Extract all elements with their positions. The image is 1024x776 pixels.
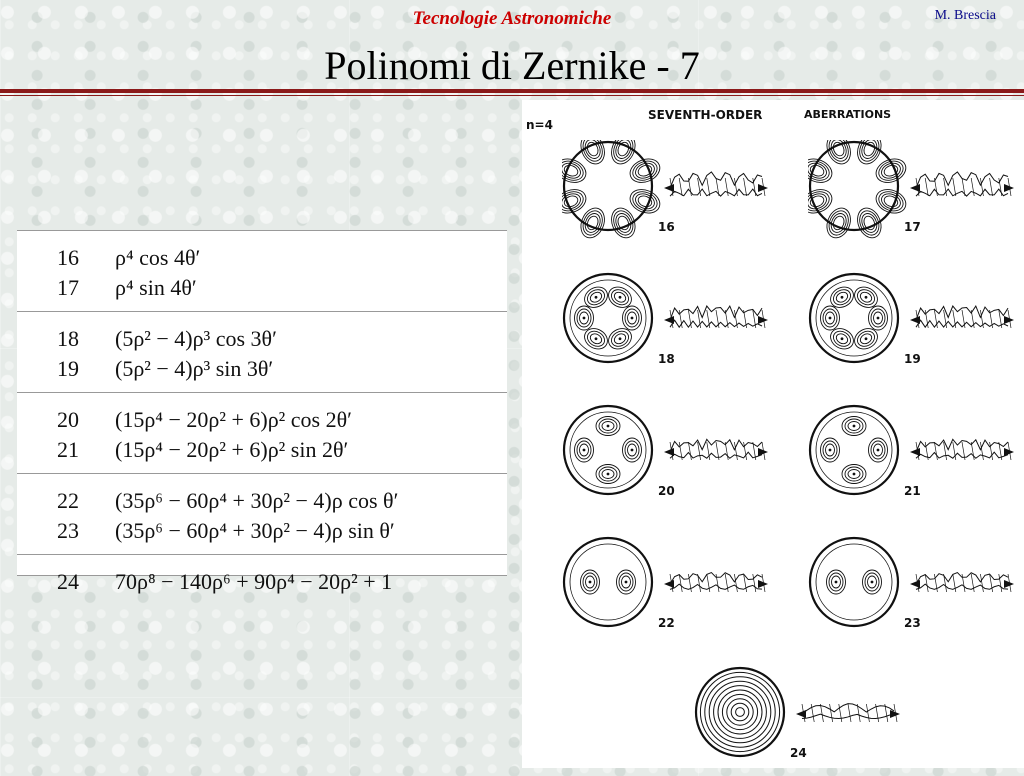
contour-ring	[731, 703, 749, 721]
contour-ring	[714, 686, 767, 739]
surface-plot	[664, 573, 768, 592]
table-row	[17, 354, 507, 384]
contour-and-surface-plot	[694, 666, 924, 766]
aberration-cell	[808, 140, 1024, 250]
surface-edge-wedge	[664, 184, 674, 192]
contour-center-dot	[583, 449, 586, 452]
polynomial-formula: (5ρ² − 4)ρ³ cos 3θ′	[115, 326, 277, 351]
surface-mesh-line	[866, 704, 869, 722]
aberration-index: 22	[658, 616, 675, 630]
polynomial-index: 21	[57, 437, 79, 462]
surface-mesh-line	[725, 442, 728, 460]
contour-lobe	[633, 191, 656, 211]
surface-ridge	[916, 584, 1008, 589]
surface-ridge	[916, 189, 1008, 196]
contour-ring	[718, 690, 762, 734]
table-row	[17, 243, 507, 273]
contour-ring	[570, 544, 646, 620]
surface-plot	[910, 439, 1014, 460]
surface-mesh-line	[744, 178, 747, 196]
contour-center-dot	[865, 296, 868, 299]
surface-ridge	[670, 306, 762, 320]
surface-mesh-line	[848, 704, 851, 722]
table-row	[17, 567, 507, 597]
surface-edge-wedge	[664, 448, 674, 456]
contour-lobe	[828, 211, 848, 234]
surface-ridge	[670, 320, 762, 327]
contour-lobe	[627, 155, 664, 187]
polynomial-index: 18	[57, 326, 79, 351]
contour-ring	[700, 672, 779, 751]
contour-center-dot	[631, 317, 634, 320]
aberration-index: 19	[904, 352, 921, 366]
table-group	[17, 393, 507, 474]
surface-plot	[910, 573, 1014, 592]
table-row	[17, 405, 507, 435]
surface-ridge	[670, 452, 762, 458]
surface-mesh-line	[971, 442, 974, 460]
contour-center-dot	[877, 317, 880, 320]
aberration-index: 23	[904, 616, 921, 630]
contour-lobe	[876, 158, 906, 184]
aberration-cell	[808, 272, 1024, 382]
contour-lobe	[630, 158, 660, 184]
surface-ridge	[670, 189, 762, 196]
surface-plot	[664, 306, 768, 328]
contour-center-dot	[589, 581, 592, 584]
contour-lobe	[826, 208, 852, 238]
contour-and-surface-plot	[562, 536, 792, 636]
aberration-cell	[808, 404, 1024, 514]
contour-center-dot	[835, 581, 838, 584]
polynomial-formula: (35ρ⁶ − 60ρ⁴ + 30ρ² − 4)ρ sin θ′	[115, 518, 395, 543]
contour-lobe	[876, 188, 906, 214]
aberration-cell	[808, 536, 1024, 646]
surface-edge-wedge	[664, 316, 674, 324]
surface-mesh-line	[725, 178, 728, 196]
surface-edge-wedge	[664, 580, 674, 588]
contour-center-dot	[583, 317, 586, 320]
contour-lobe	[879, 191, 902, 211]
polynomial-index: 20	[57, 407, 79, 432]
contour-lobe	[633, 160, 656, 180]
aberration-index: 18	[658, 352, 675, 366]
title-divider	[0, 89, 1024, 93]
surface-ridge	[916, 306, 1008, 320]
table-row	[17, 273, 507, 303]
table-row	[17, 516, 507, 546]
polynomial-index: 24	[57, 569, 79, 594]
contour-center-dot	[619, 337, 622, 340]
contour-lobe	[627, 185, 664, 217]
surface-plot	[910, 306, 1014, 328]
contour-ring	[736, 708, 745, 717]
contour-lobe	[610, 208, 636, 238]
contour-lobe	[873, 185, 910, 217]
contour-center-dot	[829, 449, 832, 452]
contour-center-dot	[841, 296, 844, 299]
surface-mesh-line	[734, 574, 737, 592]
contour-lobe	[873, 155, 910, 187]
contour-lobe	[630, 188, 660, 214]
title-divider-thin	[0, 95, 1024, 96]
aberration-figure	[522, 100, 1024, 768]
surface-ridge	[916, 439, 1008, 452]
contour-center-dot	[607, 425, 610, 428]
contour-lobe	[613, 211, 633, 234]
surface-plot	[664, 439, 768, 460]
pupil-outline	[564, 538, 652, 626]
surface-mesh-line	[688, 178, 691, 196]
surface-mesh-line	[990, 178, 993, 196]
polynomial-formula: (15ρ⁴ − 20ρ² + 6)ρ² cos 2θ′	[115, 407, 352, 432]
surface-edge-wedge	[910, 316, 920, 324]
surface-ridge	[802, 714, 894, 718]
polynomial-formula: (35ρ⁶ − 60ρ⁴ + 30ρ² − 4)ρ cos θ′	[115, 488, 399, 513]
polynomial-index: 16	[57, 245, 79, 270]
presentation-subtitle: Tecnologie Astronomiche	[412, 8, 612, 29]
pupil-outline	[810, 142, 898, 230]
surface-ridge	[670, 439, 762, 452]
contour-center-dot	[631, 449, 634, 452]
table-group	[17, 231, 507, 312]
aberration-cell	[562, 272, 792, 382]
author-name: M. Brescia	[934, 8, 996, 23]
contour-center-dot	[841, 337, 844, 340]
contour-center-dot	[877, 449, 880, 452]
contour-center-dot	[829, 317, 832, 320]
surface-mesh-line	[953, 178, 956, 196]
figure-heading-left: SEVENTH-ORDER	[648, 108, 763, 122]
contour-center-dot	[853, 473, 856, 476]
contour-lobe	[879, 160, 902, 180]
contour-ring	[816, 544, 892, 620]
contour-ring	[816, 412, 892, 488]
table-row	[17, 486, 507, 516]
surface-mesh-line	[820, 704, 823, 722]
contour-and-surface-plot	[562, 404, 792, 504]
zernike-polynomial-table	[17, 230, 507, 594]
surface-mesh-line	[830, 704, 833, 722]
polynomial-formula: 70ρ⁸ − 140ρ⁶ + 90ρ⁴ − 20ρ² + 1	[115, 569, 393, 594]
contour-center-dot	[595, 337, 598, 340]
contour-ring	[570, 412, 646, 488]
aberration-index: 24	[790, 746, 807, 760]
contour-ring	[570, 280, 646, 356]
polynomial-formula: ρ⁴ sin 4θ′	[115, 275, 197, 300]
surface-ridge	[916, 320, 1008, 327]
contour-lobe	[580, 208, 606, 238]
polynomial-index: 19	[57, 356, 79, 381]
surface-mesh-line	[934, 178, 937, 196]
table-row	[17, 435, 507, 465]
surface-mesh-line	[980, 574, 983, 592]
order-label: n=4	[526, 118, 553, 132]
surface-ridge	[670, 584, 762, 589]
table-row	[17, 324, 507, 354]
surface-edge-wedge	[910, 580, 920, 588]
polynomial-index: 22	[57, 488, 79, 513]
polynomial-formula: (15ρ⁴ − 20ρ² + 6)ρ² sin 2θ′	[115, 437, 349, 462]
contour-center-dot	[865, 337, 868, 340]
surface-mesh-line	[971, 178, 974, 196]
surface-ridge	[916, 452, 1008, 458]
aberration-cell	[562, 404, 792, 514]
contour-center-dot	[625, 581, 628, 584]
aberration-index: 16	[658, 220, 675, 234]
contour-and-surface-plot	[562, 140, 792, 240]
pupil-outline	[810, 538, 898, 626]
polynomial-formula: (5ρ² − 4)ρ³ sin 3θ′	[115, 356, 274, 381]
surface-plot	[910, 172, 1014, 196]
polynomial-formula: ρ⁴ cos 4θ′	[115, 245, 201, 270]
slide-title: Polinomi di Zernike - 7	[324, 43, 700, 88]
contour-and-surface-plot	[562, 272, 792, 372]
aberration-cell	[562, 140, 792, 250]
figure-heading-right: ABERRATIONS	[804, 108, 892, 121]
surface-edge-wedge	[910, 448, 920, 456]
pupil-outline	[564, 142, 652, 230]
aberration-cell	[694, 666, 924, 776]
contour-center-dot	[871, 581, 874, 584]
table-group	[17, 312, 507, 393]
contour-center-dot	[619, 296, 622, 299]
aberration-index: 17	[904, 220, 921, 234]
table-group	[17, 474, 507, 555]
contour-ring	[705, 677, 775, 747]
contour-lobe	[859, 211, 879, 234]
surface-edge-wedge	[796, 710, 806, 718]
contour-ring	[722, 694, 757, 729]
polynomial-index: 17	[57, 275, 79, 300]
table-group	[17, 555, 507, 605]
surface-plot	[796, 704, 900, 722]
aberration-index: 21	[904, 484, 921, 498]
surface-mesh-line	[716, 574, 719, 592]
aberration-index: 20	[658, 484, 675, 498]
contour-lobe	[856, 208, 882, 238]
surface-plot	[664, 172, 768, 196]
contour-lobe	[582, 211, 602, 234]
contour-center-dot	[595, 296, 598, 299]
polynomial-index: 23	[57, 518, 79, 543]
aberration-cell	[562, 536, 792, 646]
surface-edge-wedge	[910, 184, 920, 192]
contour-center-dot	[853, 425, 856, 428]
surface-mesh-line	[707, 178, 710, 196]
surface-mesh-line	[962, 574, 965, 592]
contour-center-dot	[607, 473, 610, 476]
contour-ring	[816, 280, 892, 356]
